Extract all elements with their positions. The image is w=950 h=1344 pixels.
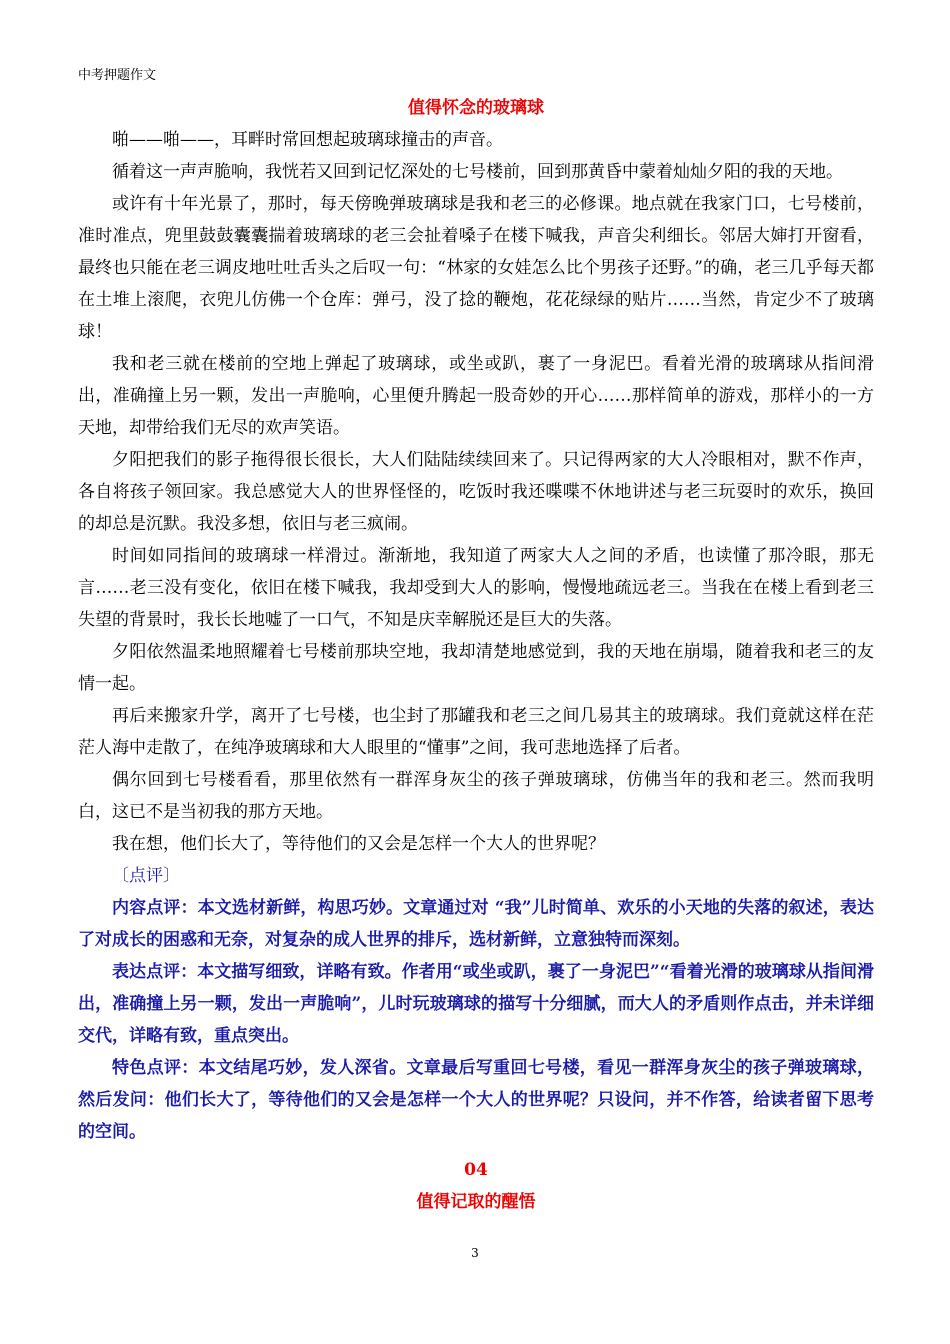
page-content	[78, 92, 874, 1218]
article-paragraph: 或许有十年光景了，那时，每天傍晚弹玻璃球是我和老三的必修课。地点就在我家门口，七号楼前，准时准点，兜里鼓鼓囊囊揣着玻璃球的老三会扯着嗓子在楼下喊我，声音尖利细长。邻居大婶打开窗看，最终也只能在老三调皮地吐吐舌头之后叹一句：“林家的女娃怎么比个男孩子还野。”的确，老三几乎每天都在土堆上滚爬，衣兜儿仿佛一个仓库：弹弓，没了捻的鞭炮，花花绿绿的贴片……当然，肯定少不了玻璃球！	[78, 194, 874, 342]
next-section-number: 04	[464, 1160, 488, 1180]
next-section-title: 值得记取的醒悟	[416, 1192, 536, 1212]
article-paragraph: 夕阳依然温柔地照耀着七号楼前那块空地，我却清楚地感觉到，我的天地在崩塌，随着我和老三的友情一起。	[78, 642, 874, 694]
review-content: 内容点评：本文选材新鲜，构思巧妙。文章通过对 “我”儿时简单、欢乐的小天地的失落的叙述，表达了对成长的困惑和无奈，对复杂的成人世界的排斥，选材新鲜，立意独特而深刻。	[78, 898, 874, 950]
article-paragraph: 我在想，他们长大了，等待他们的又会是怎样一个大人的世界呢？	[112, 834, 605, 854]
article-paragraph: 时间如同指间的玻璃球一样滑过。渐渐地，我知道了两家大人之间的矛盾，也读懂了那冷眼，那无言……老三没有变化，依旧在楼下喊我，我却受到大人的影响，慢慢地疏远老三。当我在在楼上看到老三失望的背景时，我长长地嘘了一口气，不知是庆幸解脱还是巨大的失落。	[78, 546, 874, 630]
page-number: 3	[471, 1246, 479, 1260]
article-paragraph: 再后来搬家升学，离开了七号楼，也尘封了那罐我和老三之间几易其主的玻璃球。我们竟就这样在茫茫人海中走散了，在纯净玻璃球和大人眼里的“懂事”之间，我可悲地选择了后者。	[78, 706, 874, 758]
article-paragraph: 偶尔回到七号楼看看，那里依然有一群浑身灰尘的孩子弹玻璃球，仿佛当年的我和老三。然而我明白，这已不是当初我的那方天地。	[78, 770, 874, 822]
review-feature: 特色点评：本文结尾巧妙，发人深省。文章最后写重回七号楼，看见一群浑身灰尘的孩子弹玻璃球，然后发问：他们长大了，等待他们的又会是怎样一个大人的世界呢？只设问，并不作答，给读者留下思考的空间。	[78, 1058, 874, 1142]
review-label: 〔点评〕	[112, 866, 180, 886]
article-paragraph: 循着这一声声脆响，我恍若又回到记忆深处的七号楼前，回到那黄昏中蒙着灿灿夕阳的我的天地。	[112, 162, 843, 182]
article-paragraph: 啪——啪——，耳畔时常回想起玻璃球撞击的声音。	[112, 130, 503, 150]
article-paragraph: 夕阳把我们的影子拖得很长很长，大人们陆陆续续回来了。只记得两家的大人冷眼相对，默不作声，各自将孩子领回家。我总感觉大人的世界怪怪的，吃饭时我还喋喋不休地讲述与老三玩耍时的欢乐，换回的却总是沉默。我没多想，依旧与老三疯闹。	[78, 450, 874, 534]
article-paragraph: 我和老三就在楼前的空地上弹起了玻璃球，或坐或趴，裹了一身泥巴。看着光滑的玻璃球从指间滑出，准确撞上另一颗，发出一声脆响，心里便升腾起一股奇妙的开心……那样简单的游戏，那样小的一方天地，却带给我们无尽的欢声笑语。	[78, 354, 874, 438]
article-title: 值得怀念的玻璃球	[408, 98, 544, 118]
page-header: 中考押题作文	[78, 68, 157, 83]
review-expression: 表达点评：本文描写细致，详略有致。作者用“或坐或趴，裹了一身泥巴”“看着光滑的玻璃球从指间滑出，准确撞上另一颗，发出一声脆响”，儿时玩玻璃球的描写十分细腻，而大人的矛盾则作点击，并未详细交代，详略有致，重点突出。	[78, 962, 874, 1046]
